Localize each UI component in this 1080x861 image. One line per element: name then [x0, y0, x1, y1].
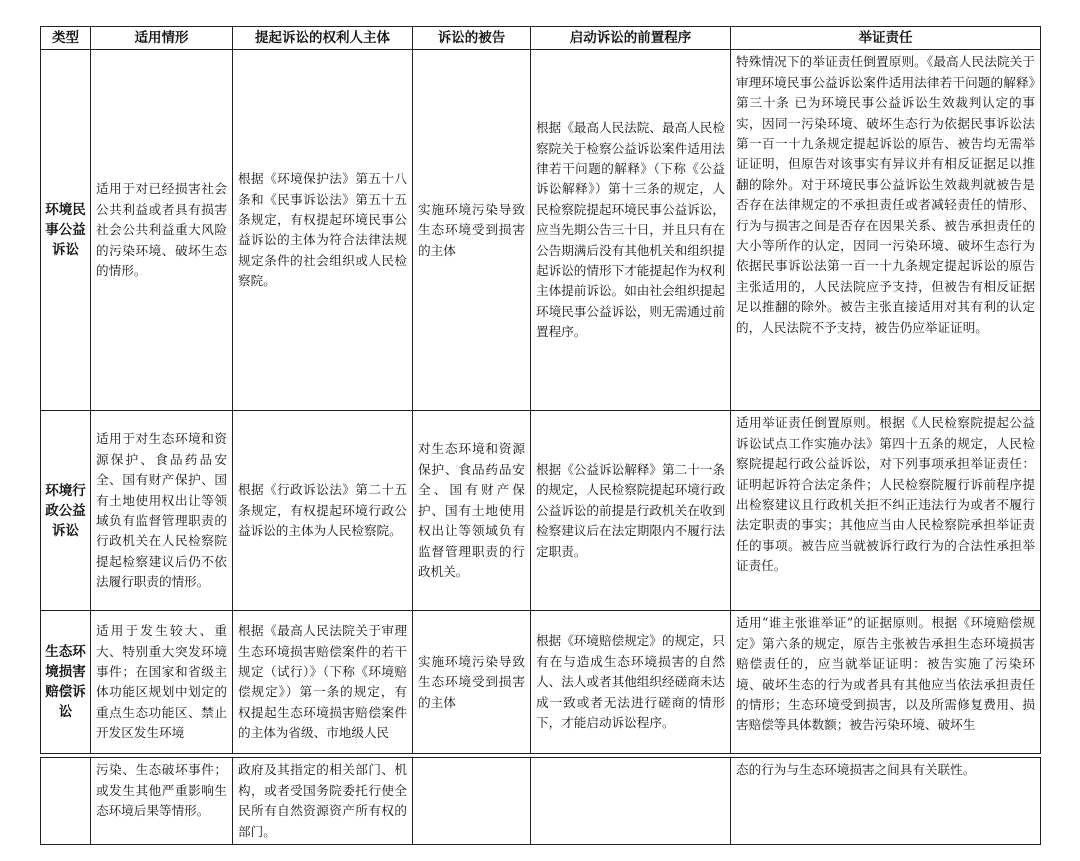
- row-type-label: 环境行政公益诉讼: [41, 411, 91, 611]
- row-procedure: 根据《公益诉讼解释》第二十一条的规定，人民检察院提起环境行政公益诉讼的前提是行政机关在收到检察建议后在法定期限内不履行法定职责。: [531, 411, 731, 611]
- row-evidence: 适用举证责任倒置原则。根据《人民检察院提起公益诉讼试点工作实施办法》第四十五条的规定，人民检察院提起行政公益诉讼，对下列事项承担举证责任：证明起诉符合法定条件；人民检察院履行诉前程序提出检察建议且行政机关拒不纠正违法行为或者不履行法定职责的事实；其他应当由人民检察院承担举证责任的事项。被告应当就被诉行政行为的合法性承担举证责任。: [731, 411, 1041, 611]
- row-plaintiff: 根据《最高人民法院关于审理生态环境损害赔偿案件的若干规定（试行）》（下称《环境赔偿规定》）第一条的规定，有权提起生态环境损害赔偿案件的主体为省级、市地级人民: [233, 611, 413, 754]
- row-plaintiff: 政府及其指定的相关部门、机构，或者受国务院委托行使全民所有自然资源资产所有权的部门。: [233, 758, 413, 845]
- row-situation: 适用于对已经损害社会公共利益或者具有损害社会公共利益重大风险的污染环境、破坏生态的情形。: [91, 50, 233, 411]
- table-row: [41, 758, 1041, 845]
- row-evidence: 态的行为与生态环境损害之间具有关联性。: [731, 758, 1041, 845]
- row-type-label: 生态环境损害赔偿诉讼: [41, 611, 91, 754]
- row-type-label: [41, 758, 91, 845]
- header-situation: 适用情形: [91, 27, 233, 50]
- row-situation: 适用于发生较大、重大、特别重大突发环境事件；在国家和省级主体功能区规划中划定的重点生态功能区、禁止开发区发生环境: [91, 611, 233, 754]
- row-plaintiff: 根据《环境保护法》第五十八条和《民事诉讼法》第五十五条规定，有权提起环境民事公益诉讼的主体为符合法律法规规定条件的社会组织或人民检察院。: [233, 50, 413, 411]
- table-row: [41, 611, 1041, 754]
- litigation-comparison-table: [40, 26, 1041, 845]
- table-row: [41, 411, 1041, 611]
- row-procedure: 根据《环境赔偿规定》的规定，只有在与造成生态环境损害的自然人、法人或者其他组织经磋商未达成一致或者无法进行磋商的情形下，才能启动诉讼程序。: [531, 611, 731, 754]
- row-plaintiff: 根据《行政诉讼法》第二十五条规定，有权提起环境行政公益诉讼的主体为人民检察院。: [233, 411, 413, 611]
- row-defendant: 实施环境污染导致生态环境受到损害的主体: [413, 50, 531, 411]
- row-situation: 污染、生态破坏事件；或发生其他严重影响生态环境后果等情形。: [91, 758, 233, 845]
- row-defendant: 对生态环境和资源保护、食品药品安全、国有财产保护、国有土地使用权出让等领域负有监督管理职责的行政机关。: [413, 411, 531, 611]
- table-row: [41, 50, 1041, 411]
- row-evidence: 特殊情况下的举证责任倒置原则。《最高人民法院关于审理环境民事公益诉讼案件适用法律若干问题的解释》第三十条 已为环境民事公益诉讼生效裁判认定的事实，因同一污染环境、破坏生态行为依据民事诉讼法第一百一十九条规定提起诉讼的原告、被告均无需举证证明，但原告对该事实有异议并有相反证据足以推翻的除外。对于环境民事公益诉讼生效裁判就被告是否存在法律规定的不承担责任或者减轻责任的情形、行为与损害之间是否存在因果关系、被告承担责任的大小等所作的认定，因同一污染环境、破坏生态行为依据民事诉讼法第一百一十九条规定提起诉讼的原告主张适用的，人民法院应予支持，但被告有相反证据足以推翻的除外。被告主张直接适用对其有利的认定的，人民法院不予支持，被告仍应举证证明。: [731, 50, 1041, 411]
- header-row: [41, 27, 1041, 50]
- header-evidence: 举证责任: [731, 27, 1041, 50]
- row-type-label: 环境民事公益诉讼: [41, 50, 91, 411]
- header-defendant: 诉讼的被告: [413, 27, 531, 50]
- header-plaintiff: 提起诉讼的权利人主体: [233, 27, 413, 50]
- header-type: 类型: [41, 27, 91, 50]
- row-situation: 适用于对生态环境和资源保护、食品药品安全、国有财产保护、国有土地使用权出让等领域负有监督管理职责的行政机关在人民检察院提起检察建议后仍不依法履行职责的情形。: [91, 411, 233, 611]
- header-procedure: 启动诉讼的前置程序: [531, 27, 731, 50]
- table-wrapper: [40, 26, 1040, 845]
- row-defendant: [413, 758, 531, 845]
- row-procedure: [531, 758, 731, 845]
- row-evidence: 适用“谁主张谁举证”的证据原则。根据《环境赔偿规定》第六条的规定，原告主张被告承担生态环境损害赔偿责任的，应当就举证证明：被告实施了污染环境、破坏生态的行为或者具有其他应当依法承担责任的情形；生态环境受到损害，以及所需修复费用、损害赔偿等具体数额；被告污染环境、破坏生: [731, 611, 1041, 754]
- row-procedure: 根据《最高人民法院、最高人民检察院关于检察公益诉讼案件适用法律若干问题的解释》（下称《公益诉讼解释》）第十三条的规定，人民检察院提起环境民事公益诉讼，应当先期公告三十日，并且只有在公告期满后没有其他机关和组织提起诉讼的情形下才能提起作为权利主体提前诉讼。如由社会组织提起环境民事公益诉讼，则无需通过前置程序。: [531, 50, 731, 411]
- row-defendant: 实施环境污染导致生态环境受到损害的主体: [413, 611, 531, 754]
